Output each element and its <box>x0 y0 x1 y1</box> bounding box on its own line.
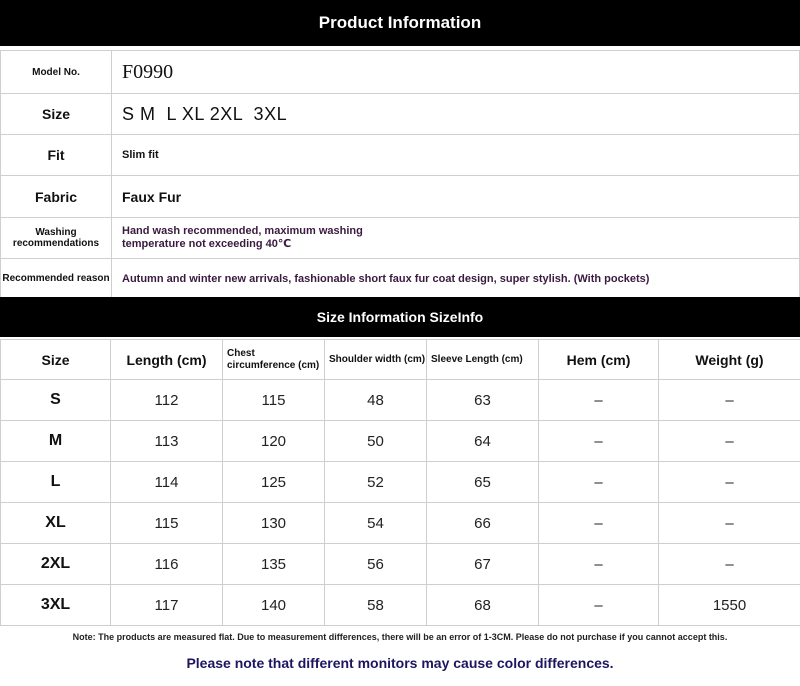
size-table-body <box>1 380 800 626</box>
size-cell: 3XL <box>1 585 111 626</box>
col-header-shoulder: Shoulder width (cm) <box>325 340 427 380</box>
measure-cell: 125 <box>223 462 325 503</box>
washing-line-2: temperature not exceeding 40℃ <box>122 238 292 250</box>
info-row-model <box>1 51 800 94</box>
measure-cell: 130 <box>223 503 325 544</box>
fit-label: Fit <box>1 135 112 176</box>
product-info-table <box>0 50 800 299</box>
size-cell: 2XL <box>1 544 111 585</box>
info-row-washing <box>1 218 800 259</box>
col-header-weight: Weight (g) <box>659 340 800 380</box>
size-cell: XL <box>1 503 111 544</box>
measure-cell: 140 <box>223 585 325 626</box>
measure-cell: – <box>539 462 659 503</box>
measure-cell: – <box>659 503 800 544</box>
size-value: S M L XL 2XL 3XL <box>112 94 800 135</box>
washing-line-1: Hand wash recommended, maximum washing <box>122 225 363 237</box>
table-row <box>1 585 800 626</box>
info-row-fit <box>1 135 800 176</box>
color-note: Please note that different monitors may cause color differences. <box>186 655 614 671</box>
washing-value <box>112 218 800 259</box>
model-value: F0990 <box>112 51 800 94</box>
table-row <box>1 503 800 544</box>
fabric-value: Faux Fur <box>112 176 800 218</box>
measure-cell: 115 <box>223 380 325 421</box>
measure-cell: 54 <box>325 503 427 544</box>
col-header-length: Length (cm) <box>111 340 223 380</box>
measure-cell: 67 <box>427 544 539 585</box>
measure-cell: – <box>659 462 800 503</box>
size-cell: S <box>1 380 111 421</box>
measure-cell: 116 <box>111 544 223 585</box>
measure-cell: 112 <box>111 380 223 421</box>
table-row <box>1 421 800 462</box>
fit-value: Slim fit <box>112 135 800 176</box>
measure-cell: – <box>659 380 800 421</box>
size-table <box>0 339 800 626</box>
measure-cell: 64 <box>427 421 539 462</box>
measure-cell: 50 <box>325 421 427 462</box>
measure-cell: 114 <box>111 462 223 503</box>
product-info-header: Product Information <box>0 0 800 46</box>
model-label: Model No. <box>1 51 112 94</box>
measure-cell: 115 <box>111 503 223 544</box>
washing-label: Washing recommendations <box>1 218 112 259</box>
size-table-header-row <box>1 340 800 380</box>
measure-cell: – <box>539 503 659 544</box>
measure-cell: 135 <box>223 544 325 585</box>
size-label: Size <box>1 94 112 135</box>
size-info-header: Size Information SizeInfo <box>0 297 800 337</box>
table-row <box>1 462 800 503</box>
table-row <box>1 544 800 585</box>
measure-cell: 63 <box>427 380 539 421</box>
measure-cell: 52 <box>325 462 427 503</box>
measure-cell: – <box>539 585 659 626</box>
col-header-size: Size <box>1 340 111 380</box>
measure-cell: 120 <box>223 421 325 462</box>
measure-cell: – <box>539 421 659 462</box>
measure-cell: 117 <box>111 585 223 626</box>
measure-cell: – <box>539 544 659 585</box>
measure-cell: 58 <box>325 585 427 626</box>
info-row-reason <box>1 259 800 299</box>
measure-cell: – <box>539 380 659 421</box>
measure-cell: 66 <box>427 503 539 544</box>
measure-cell: – <box>659 421 800 462</box>
measure-cell: 68 <box>427 585 539 626</box>
measure-cell: 65 <box>427 462 539 503</box>
measure-cell: 113 <box>111 421 223 462</box>
col-header-chest: Chest circumference (cm) <box>223 340 325 380</box>
measurement-note: Note: The products are measured flat. Due to measurement differences, there will be an error of 1-3CM. Please do not purchase if you cannot accept this. <box>72 632 728 642</box>
info-row-fabric <box>1 176 800 218</box>
col-header-hem: Hem (cm) <box>539 340 659 380</box>
fabric-label: Fabric <box>1 176 112 218</box>
size-cell: L <box>1 462 111 503</box>
size-cell: M <box>1 421 111 462</box>
measure-cell: 1550 <box>659 585 800 626</box>
measure-cell: 48 <box>325 380 427 421</box>
info-row-size <box>1 94 800 135</box>
measure-cell: – <box>659 544 800 585</box>
reason-label: Recommended reason <box>1 259 112 299</box>
col-header-sleeve: Sleeve Length (cm) <box>427 340 539 380</box>
table-row <box>1 380 800 421</box>
reason-value: Autumn and winter new arrivals, fashionable short faux fur coat design, super stylish. (With pockets) <box>112 259 800 299</box>
measure-cell: 56 <box>325 544 427 585</box>
